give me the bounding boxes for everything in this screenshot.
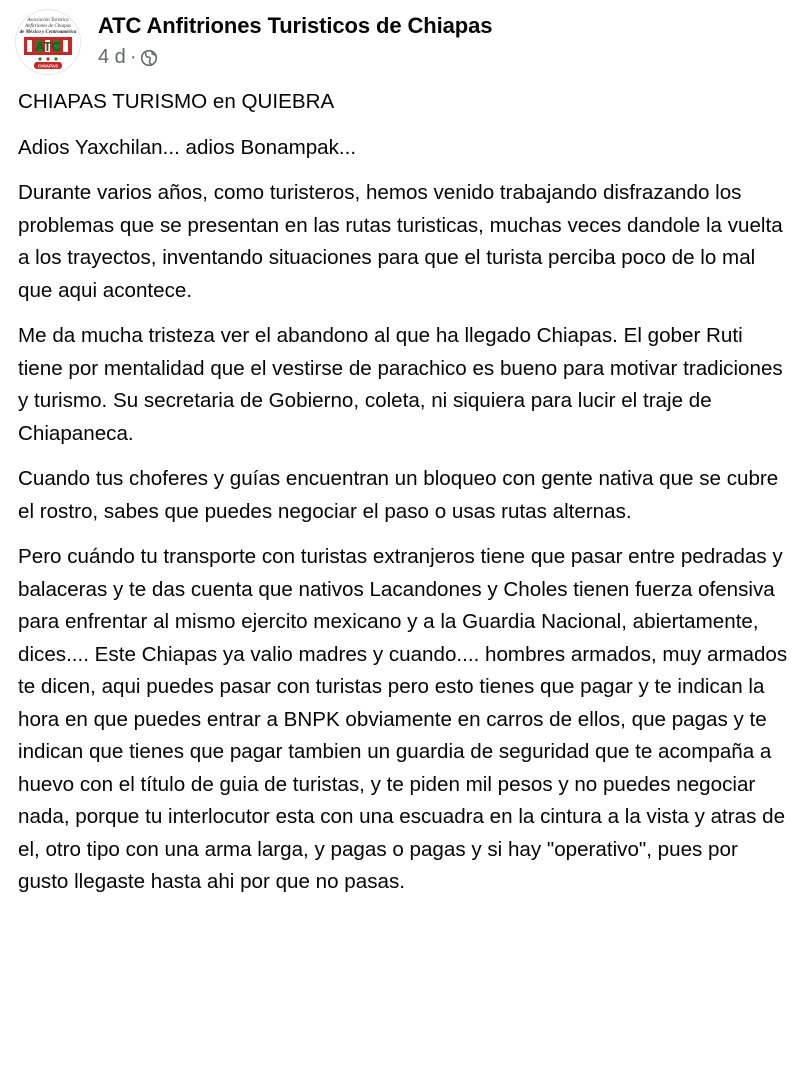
post-meta bbox=[98, 44, 158, 70]
page-avatar[interactable] bbox=[16, 10, 80, 74]
post-paragraph: Pero cuándo tu transporte con turistas extranjeros tiene que pasar entre pedradas y balaceras y te das cuenta que nativos Lacandones y Choles tienen fuerza ofensiva para enfrentar al mismo ejercito mexicano y a la Guardia Nacional, abiertamente, dices.... Este Chiapas ya valio madres y cuando.... hombres armados, muy armados te dicen, aqui puedes pasar con turistas pero esto tienes que pagar y te indican la hora en que puedes entrar a BNPK obviamente en carros de ellos, que pagas y te indican que tienes que pagar tambien un guardia de seguridad que te acompaña a huevo con el título de guia de turistas, y te piden mil pesos y no puedes negociar nada, porque tu interlocutor esta con una escuadra en la cintura a la vista y atras de el, otro tipo con una arma larga, y pagas o pagas y si hay "operativo", pues por gusto llegaste hasta ahi por que no pasas. bbox=[18, 545, 788, 893]
post-paragraph: Durante varios años, como turisteros, hemos venido trabajando disfrazando los problemas que se presentan en las rutas turisticas, muchas veces dandole la vuelta a los trayectos, inventando situaciones para que el turista perciba poco de lo mal que aqui acontece. bbox=[18, 181, 783, 302]
post-paragraph: Me da mucha tristeza ver el abandono al que ha llegado Chiapas. El gober Ruti tiene por mentalidad que el vestirse de parachico es bueno para motivar tradiciones y turismo. Su secretaria de Gobierno, coleta, ni siquiera para lucir el traje de Chiapaneca. bbox=[18, 324, 783, 445]
post-paragraph: Cuando tus choferes y guías encuentran un bloqueo con gente nativa que se cubre el rostro, sabes que puedes negociar el paso o usas rutas alternas. bbox=[18, 467, 779, 523]
post-paragraph: Adios Yaxchilan... adios Bonampak... bbox=[18, 135, 357, 159]
logo-line-3: de México y Centroamérica bbox=[19, 30, 77, 35]
post-timestamp[interactable]: 4 d bbox=[98, 45, 126, 68]
globe-icon[interactable] bbox=[140, 49, 158, 67]
logo-badge: CHIAPAS bbox=[38, 63, 58, 69]
page-logo bbox=[16, 10, 80, 74]
post-header bbox=[16, 10, 786, 74]
post-body bbox=[18, 86, 790, 912]
logo-line-2: Anfitriones de Chiapas bbox=[24, 24, 72, 29]
page-name-link[interactable]: ATC Anfitriones Turisticos de Chiapas bbox=[98, 13, 493, 38]
post-title-paragraph: CHIAPAS TURISMO en QUIEBRA bbox=[18, 90, 335, 113]
logo-text: ATC bbox=[35, 39, 61, 54]
meta-separator: · bbox=[129, 45, 137, 68]
logo-line-1: Asociación Turística bbox=[27, 18, 69, 23]
